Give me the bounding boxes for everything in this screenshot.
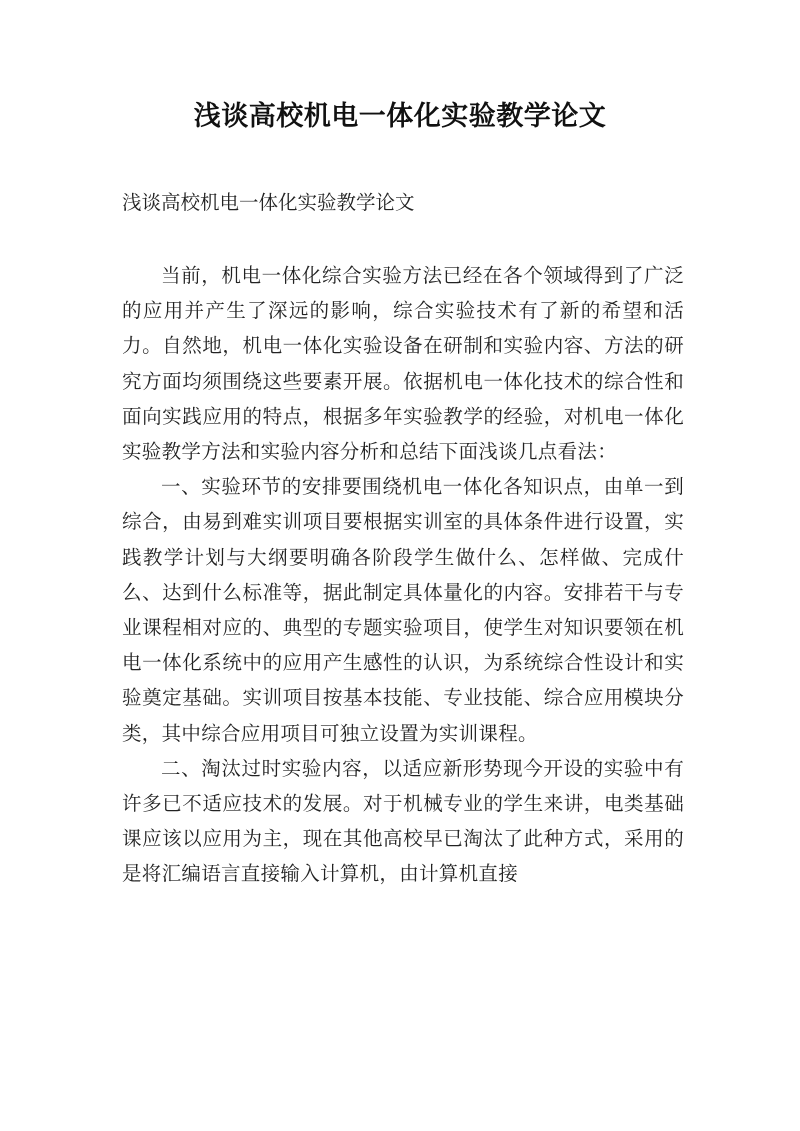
- document-title: 浅谈高校机电一体化实验教学论文: [193, 101, 607, 132]
- paragraph-point-one: 一、实验环节的安排要围绕机电一体化各知识点，由单一到综合，由易到难实训项目要根据实训室的具体条件进行设置，实践教学计划与大纲要明确各阶段学生做什么、怎样做、完成什么、达到什么标准等，据此制定具体量化的内容。安排若干与专业课程相对应的、典型的专题实验项目，使学生对知识要领在机电一体化系统中的应用产生感性的认识，为系统综合性设计和实验奠定基础。实训项目按基本技能、专业技能、综合应用模块分类，其中综合应用项目可独立设置为实训课程。: [122, 475, 684, 745]
- document-body: [122, 258, 684, 892]
- paragraph-point-two: 二、淘汰过时实验内容，以适应新形势现今开设的实验中有许多已不适应技术的发展。对于机械专业的学生来讲，电类基础课应该以应用为主，现在其他高校早已淘汰了此种方式，采用的是将汇编语言直接输入计算机，由计算机直接: [122, 756, 684, 886]
- document-subtitle: 浅谈高校机电一体化实验教学论文: [122, 191, 415, 214]
- paragraph-intro: 当前，机电一体化综合实验方法已经在各个领域得到了广泛的应用并产生了深远的影响，综合实验技术有了新的希望和活力。自然地，机电一体化实验设备在研制和实验内容、方法的研究方面均须围绕这些要素开展。依据机电一体化技术的综合性和面向实践应用的特点，根据多年实验教学的经验，对机电一体化实验教学方法和实验内容分析和总结下面浅谈几点看法：: [122, 264, 684, 464]
